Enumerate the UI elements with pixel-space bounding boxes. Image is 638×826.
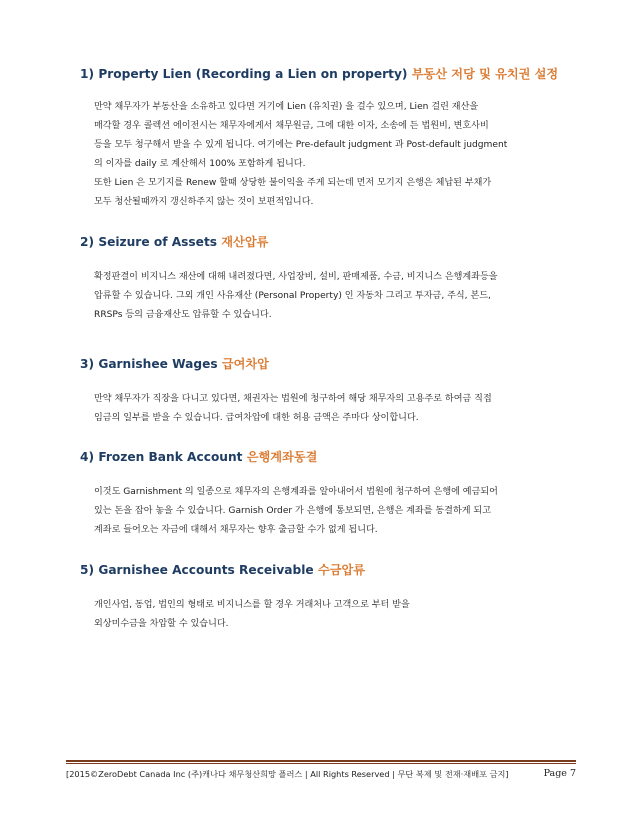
footer-divider [66,760,576,762]
body-line: 이것도 Garnishment 의 일종으로 채무자의 은행계좌를 알아내어서 법원에 청구하여 은행에 예금되어 [94,487,498,497]
body-line: 임금의 일부를 받을 수 있습니다. 급여차압에 대한 허용 금액은 주마다 상이합니다. [94,413,419,423]
section-body [80,596,580,634]
section-title-kr: 재산압류 [221,235,269,249]
section-body [80,268,580,325]
section-heading [80,449,580,465]
section-body [80,390,580,428]
body-line: 개인사업, 동업, 법인의 형태로 비지니스를 할 경우 거래처나 고객으로 부터 받을 [94,600,410,610]
section-title-en: Garnishee Wages [98,357,218,371]
section-title-kr: 은행계좌동결 [246,450,318,464]
section-frozen-bank-account [80,449,580,540]
body-line: 계좌로 들어오는 자금에 대해서 채무자는 향후 출금할 수가 없게 됩니다. [94,525,378,535]
section-number: 3) [80,357,95,371]
body-line: 또한 Lien 은 모기지를 Renew 할때 상당한 불이익을 주게 되는데 먼저 모기지 은행은 체납된 부채가 [94,178,492,188]
footer-divider-thin [66,763,576,764]
footer-copyright: [2015©ZeroDebt Canada Inc (주)캐나다 채무청산희망 플러스 | All Rights Reserved | 무단 복제 및 전재·재배포 금지] [66,769,509,779]
body-line: 만약 채무자가 직장을 다니고 있다면, 채권자는 법원에 청구하여 해당 채무자의 고용주로 하여금 직접 [94,394,492,404]
body-line: 매각할 경우 콜렉션 에이전시는 채무자에게서 채무원금, 그에 대한 이자, 소송에 든 법원비, 변호사비 [94,121,489,131]
section-property-lien [80,66,580,212]
section-number: 4) [80,450,95,464]
body-line: 압류할 수 있습니다. 그외 개인 사유재산 (Personal Property) 인 자동차 그리고 투자금, 주식, 본드, [94,291,491,301]
body-line: 모두 청산될때까지 갱신하주지 않는 것이 보편적입니다. [94,197,314,207]
section-title-kr: 수금압류 [317,563,366,577]
section-title-kr: 부동산 저당 및 유치권 설정 [411,67,559,81]
section-title-en: Property Lien (Recording a Lien on property) [98,67,408,81]
section-number: 1) [80,67,95,81]
body-line: 등을 모두 청구해서 받을 수 있게 됩니다. 여기에는 Pre-default judgment 과 Post-default judgment [94,140,508,150]
section-garnishee-accounts-receivable [80,562,580,634]
page-number: Page 7 [543,768,576,779]
section-garnishee-wages [80,356,580,428]
section-body [80,98,580,212]
section-heading [80,66,580,82]
body-line: RRSPs 등의 금융재산도 압류할 수 있습니다. [94,310,272,320]
body-line: 외상미수금을 차압할 수 있습니다. [94,619,229,629]
section-heading [80,234,580,250]
section-number: 5) [80,563,95,577]
section-title-en: Seizure of Assets [98,235,218,249]
body-line: 있는 돈을 잡아 놓을 수 있습니다. Garnish Order 가 은행에 통보되면, 은행은 계좌를 동결하게 되고 [94,506,491,516]
body-line: 확정판결이 비지니스 재산에 대해 내려졌다면, 사업장비, 설비, 판매제품, 수금, 비지니스 은행계좌등을 [94,272,498,282]
body-line: 의 이자를 daily 로 계산해서 100% 포함하게 됩니다. [94,159,306,169]
section-title-en: Frozen Bank Account [98,450,243,464]
section-title-en: Garnishee Accounts Receivable [98,563,314,577]
section-heading [80,356,580,372]
page-footer [66,769,576,780]
section-number: 2) [80,235,95,249]
body-line: 만약 채무자가 부동산을 소유하고 있다면 거기에 Lien (유치권) 을 걸수 있으며, Lien 걸린 재산을 [94,102,479,112]
section-seizure-of-assets [80,234,580,325]
section-body [80,483,580,540]
section-heading [80,562,580,578]
section-title-kr: 급여차압 [221,357,269,371]
